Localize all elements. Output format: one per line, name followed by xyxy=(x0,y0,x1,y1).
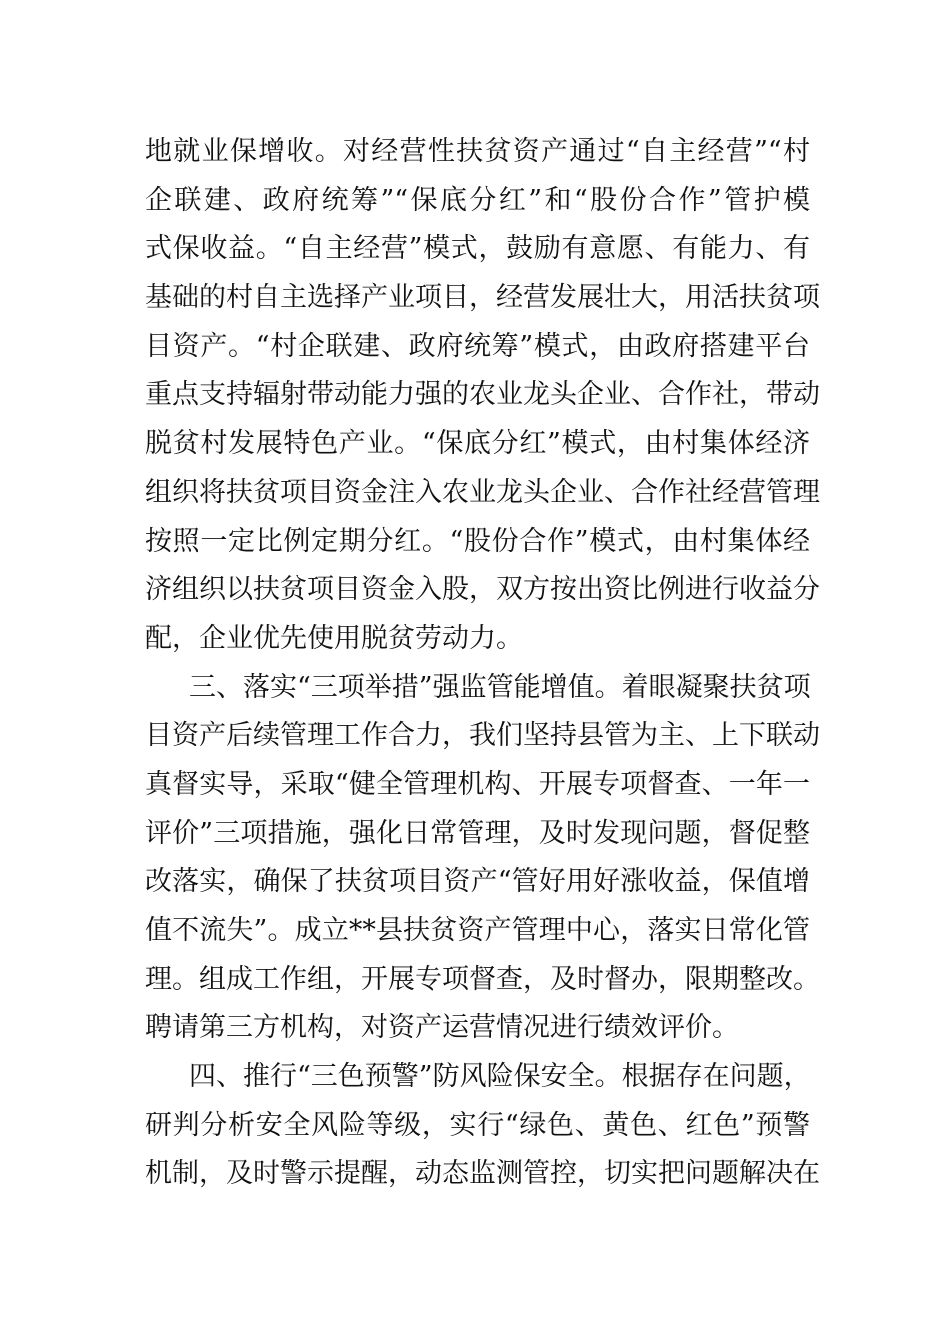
text-line: 重点支持辐射带动能力强的农业龙头企业、合作社，带动 xyxy=(145,379,820,411)
section-four-heading-line: 四、推行“三色预警”防风险保安全。根据存在问题， xyxy=(189,1061,811,1093)
text-line: 企联建、政府统筹”“保底分红”和“股份合作”管护模 xyxy=(145,184,810,216)
text-line: 按照一定比例定期分红。“股份合作”模式，由村集体经 xyxy=(145,525,810,557)
text-line: 基础的村自主选择产业项目，经营发展壮大，用活扶贫项 xyxy=(145,282,820,314)
text-line: 理。组成工作组，开展专项督查，及时督办，限期整改。 xyxy=(145,963,820,995)
text-line: 研判分析安全风险等级，实行“绿色、黄色、红色”预警 xyxy=(145,1109,810,1141)
section-three-heading-line: 三、落实“三项举措”强监管能增值。着眼凝聚扶贫项 xyxy=(189,671,811,703)
text-line: 真督实导，采取“健全管理机构、开展专项督查、一年一 xyxy=(145,768,810,800)
text-line: 配，企业优先使用脱贫劳动力。 xyxy=(145,622,523,654)
text-line: 脱贫村发展特色产业。“保底分红”模式，由村集体经济 xyxy=(145,428,810,460)
text-line: 地就业保增收。对经营性扶贫资产通过“自主经营”“村 xyxy=(145,136,810,167)
text-line: 目资产。“村企联建、政府统筹”模式，由政府搭建平台 xyxy=(145,330,810,362)
text-line: 组织将扶贫项目资金注入农业龙头企业、合作社经营管理 xyxy=(145,476,820,508)
text-line: 机制，及时警示提醒，动态监测管控，切实把问题解决在 xyxy=(145,1158,820,1190)
document-body xyxy=(145,128,820,1199)
text-line: 评价”三项措施，强化日常管理，及时发现问题，督促整 xyxy=(145,817,810,849)
text-line: 济组织以扶贫项目资金入股，双方按出资比例进行收益分 xyxy=(145,574,820,606)
text-line: 式保收益。“自主经营”模式，鼓励有意愿、有能力、有 xyxy=(145,233,810,265)
text-line: 目资产后续管理工作合力，我们坚持县管为主、上下联动 xyxy=(145,720,820,752)
text-line: 聘请第三方机构，对资产运营情况进行绩效评价。 xyxy=(145,1012,739,1044)
text-line: 改落实，确保了扶贫项目资产“管好用好涨收益，保值增 xyxy=(145,866,810,898)
text-line: 值不流失”。成立**县扶贫资产管理中心，落实日常化管 xyxy=(145,915,810,946)
